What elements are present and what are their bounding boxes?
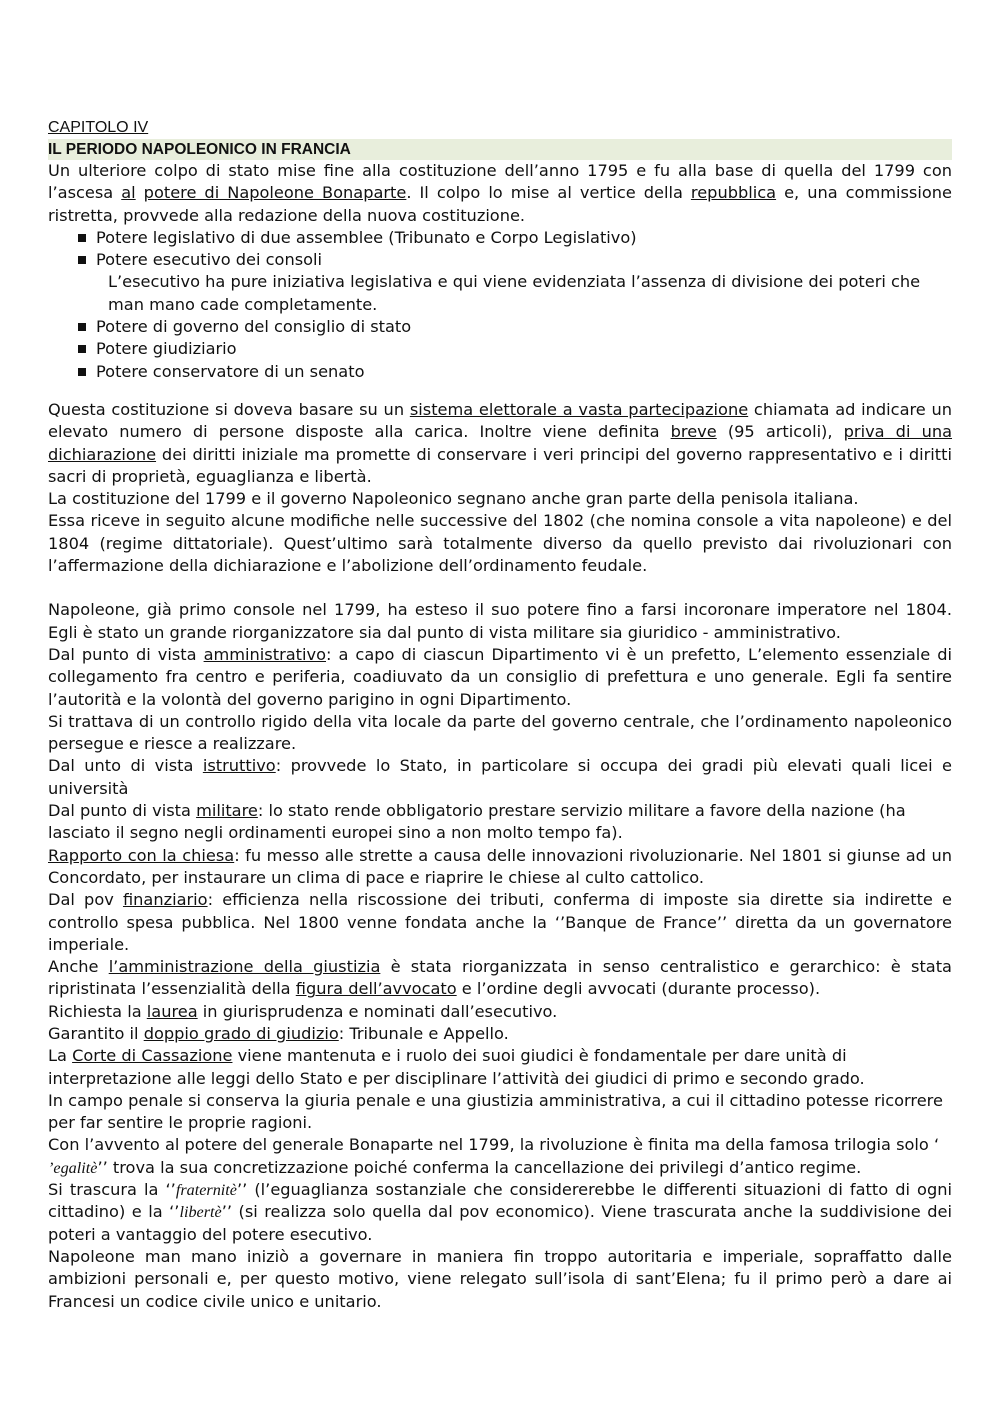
paragraph: Dal punto di vista amministrativo: a capo di ciascun Dipartimento vi è un prefetto, L’elemento essenziale di collegamento fra centro e periferia, coadiuvato da un consiglio di prefettura e uno generale. Egli fa sentire l’autorità e la volontà del governo parigino in ogni Dipartimento. (48, 644, 953, 709)
paragraph: Garantito il doppio grado di giudizio: Tribunale e Appello. (48, 1023, 509, 1043)
list-item-note: L’esecutivo ha pure iniziativa legislativa e qui viene evidenziata l’assenza di divisione dei poteri che man mano cade completamente. (108, 272, 921, 314)
paragraph: Dal unto di vista istruttivo: provvede lo Stato, in particolare si occupa dei gradi più elevati quali licei e università (48, 756, 952, 798)
paragraph: Anche l’amministrazione della giustizia è stata riorganizzata in senso centralistico e gerarchico: è stata ripristinata l’essenzialità della figura dell’avvocato e l’ordine degli avvocati (durante processo). (48, 957, 952, 999)
paragraph: La Corte di Cassazione viene mantenuta e i ruolo dei suoi giudici è fondamentale per dare unità di interpretazione alle leggi dello Stato e per disciplinare l’attività dei giudici di primo e secondo grado. (48, 1046, 865, 1088)
square-bullet-icon (78, 234, 86, 242)
paragraph: Rapporto con la chiesa: fu messo alle strette a causa delle innovazioni rivoluzionarie. Nel 1801 si giunse ad un Concordato, per instaurare un clima di pace e riaprire le chiese al culto cattolico. (48, 845, 952, 887)
paragraph: Richiesta la laurea in giurisprudenza e nominati dall’esecutivo. (48, 1001, 558, 1021)
chapter-heading: CAPITOLO IV (48, 119, 149, 136)
powers-list-continued (48, 316, 952, 383)
list-item: Potere conservatore di un senato (78, 361, 952, 383)
document-page (48, 117, 952, 1313)
paragraph: Essa riceve in seguito alcune modifiche nelle successive del 1802 (che nomina console a vita napoleone) e del 1804 (regime dittatoriale). Quest’ultimo sarà totalmente diverso da quello previsto dai rivoluzionari con l’affermazione della dichiarazione e l’abolizione dell’ordinamento feudale. (48, 511, 952, 576)
paragraph: In campo penale si conserva la giuria penale e una giustizia amministrativa, a cui il cittadino potesse ricorrere per far sentire le proprie ragioni. (48, 1090, 943, 1133)
paragraph: Con l’avvento al potere del generale Bonaparte nel 1799, la rivoluzione è finita ma della famosa trilogia solo ‘ ’egalitè’’ trova la sua concretizzazione poiché conferma la cancellazione dei privilegi d’antico regime. (48, 1135, 940, 1177)
square-bullet-icon (78, 368, 86, 376)
spacer (48, 577, 952, 599)
paragraph-intro: Un ulteriore colpo di stato mise fine alla costituzione dell’anno 1795 e fu alla base di quella del 1799 con l’ascesa al potere di Napoleone Bonaparte. Il colpo lo mise al vertice della repubblica e, una commissione ristretta, provvede alla redazione della nuova costituzione. (48, 161, 952, 225)
list-item: Potere legislativo di due assemblee (Tribunato e Corpo Legislativo) (78, 227, 952, 249)
list-item: Potere esecutivo dei consoli (78, 249, 952, 271)
list-item: Potere di governo del consiglio di stato (78, 316, 952, 338)
paragraph: Si trascura la ‘’fraternitè’’ (l’eguaglianza sostanziale che considererebbe le differenti situazioni di fatto di ogni cittadino) e la ‘’libertè’’ (si realizza solo quella dal pov economico). Viene trascurata anche la suddivisione dei poteri a vantaggio del potere esecutivo. (48, 1180, 953, 1244)
paragraph: Questa costituzione si doveva basare su un sistema elettorale a vasta partecipazione chiamata ad indicare un elevato numero di persone disposte alla carica. Inoltre viene definita breve (95 articoli), priva di una dichiarazione dei diritti iniziale ma promette di conservare i veri principi del governo rappresentativo e i diritti sacri di proprietà, eguaglianza e libertà. (48, 399, 953, 486)
square-bullet-icon (78, 256, 86, 264)
list-item: Potere giudiziario (78, 338, 952, 360)
square-bullet-icon (78, 323, 86, 331)
powers-list (48, 227, 952, 272)
paragraph: Napoleone man mano iniziò a governare in maniera fin troppo autoritaria e imperiale, sopraffatto dalle ambizioni personali e, per questo motivo, viene relegato sull’isola di sant’Elena; fu il primo però a dare ai Francesi un codice civile unico e unitario. (48, 1246, 952, 1311)
chapter-title: IL PERIODO NAPOLEONICO IN FRANCIA (48, 139, 952, 160)
spacer (48, 383, 952, 399)
square-bullet-icon (78, 345, 86, 353)
paragraph: Dal punto di vista militare: lo stato rende obbligatorio prestare servizio militare a favore della nazione (ha lasciato il segno negli ordinamenti europei sino a non molto tempo fa). (48, 801, 906, 843)
paragraph: Si trattava di un controllo rigido della vita locale da parte del governo centrale, che l’ordinamento napoleonico persegue e riesce a realizzare. (48, 711, 952, 754)
paragraph: Dal pov finanziario: efficienza nella riscossione dei tributi, conferma di imposte sia dirette sia indirette e controllo spesa pubblica. Nel 1800 venne fondata anche la ‘’Banque de France’’ diretta da un governatore imperiale. (48, 890, 953, 954)
paragraph: Napoleone, già primo console nel 1799, ha esteso il suo potere fino a farsi incoronare imperatore nel 1804. Egli è stato un grande riorganizzatore sia dal punto di vista militare sia giuridico - amministrativo. (48, 600, 952, 642)
paragraph: La costituzione del 1799 e il governo Napoleonico segnano anche gran parte della penisola italiana. (48, 489, 859, 509)
